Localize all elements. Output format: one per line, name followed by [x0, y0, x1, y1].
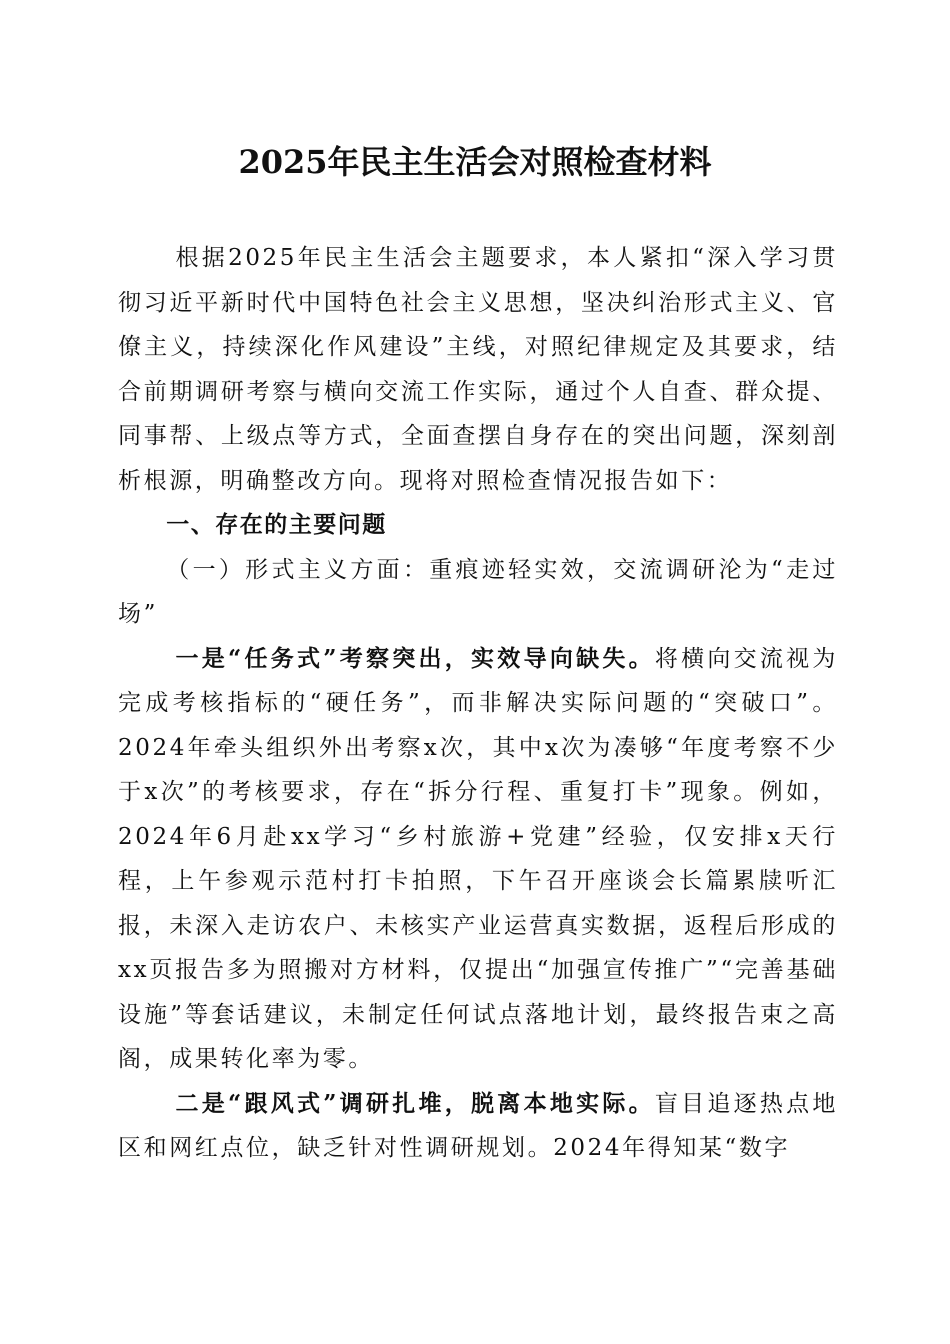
- problem-1-body: 将横向交流视为完成考核指标的“硬任务”，而非解决实际问题的“突破口”。2024年牵头组织外出考察x次，其中x次为凑够“年度考察不少于x次”的考核要求，存在“拆分行程、重复打卡”现象。例如，2024年6月赴xx学习“乡村旅游+党建”经验，仅安排x天行程，上午参观示范村打卡拍照，下午召开座谈会长篇累牍听汇报，未深入走访农户、未核实产业运营真实数据，返程后形成的xx页报告多为照搬对方材料，仅提出“加强宣传推广”“完善基础设施”等套话建议，未制定任何试点落地计划，最终报告束之高阁，成果转化率为零。: [118, 645, 839, 1072]
- problem-2-lead: 二是“跟风式”调研扎堆，脱离本地实际。: [175, 1089, 655, 1117]
- problem-1-lead: 一是“任务式”考察突出，实效导向缺失。: [175, 644, 655, 672]
- problem-paragraph-1: [118, 637, 838, 1082]
- document-body: [118, 236, 838, 1171]
- section-heading: 一、存在的主要问题: [166, 512, 387, 538]
- document-title: 2025年民主生活会对照检查材料: [238, 143, 712, 181]
- subsection-heading: （一）形式主义方面：重痕迹轻实效，交流调研沦为“走过场”: [118, 556, 838, 627]
- problem-paragraph-2: [118, 1082, 838, 1171]
- problem-2-body: 盲目追逐热点地区和网红点位，缺乏针对性调研规划。2024年得知某“数字: [118, 1090, 839, 1161]
- intro-paragraph: 根据2025年民主生活会主题要求，本人紧扣“深入学习贯彻习近平新时代中国特色社会主义思想，坚决纠治形式主义、官僚主义，持续深化作风建设”主线，对照纪律规定及其要求，结合前期调研考察与横向交流工作实际，通过个人自查、群众提、同事帮、上级点等方式，全面查摆自身存在的突出问题，深刻剖析根源，明确整改方向。现将对照检查情况报告如下：: [118, 245, 838, 494]
